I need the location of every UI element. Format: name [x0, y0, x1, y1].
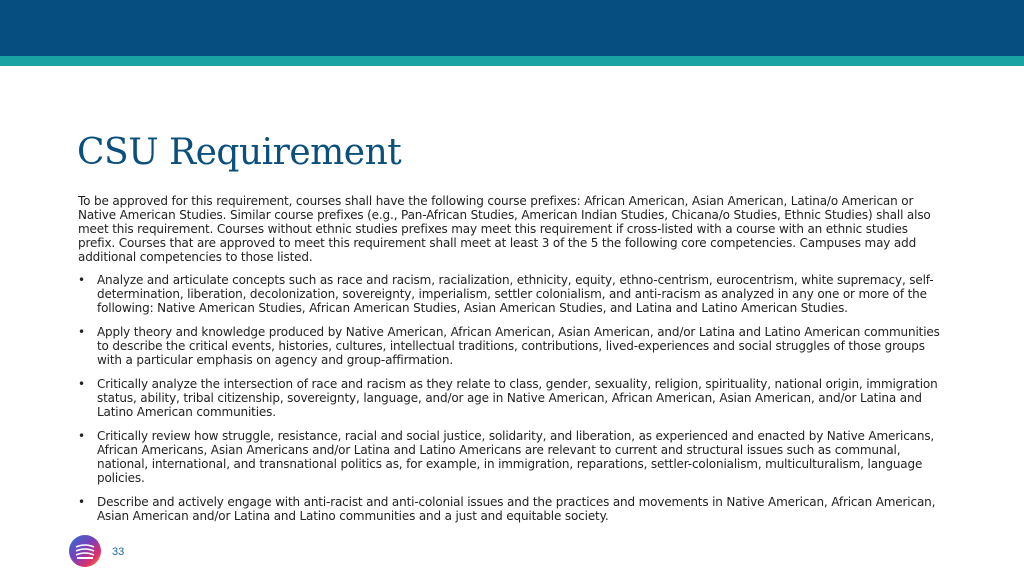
list-item	[78, 429, 948, 485]
list-item-text: Critically analyze the intersection of race and racism as they relate to class, gender, sexuality, religion, spirituality, national origin, immigration status, ability, tribal citizenship, sovereignty, language, and/or age in Native American, African American, Asian American, and/or Latina and Latino American communities.	[97, 377, 938, 419]
slide-title: CSU Requirement	[77, 132, 402, 173]
header-band	[0, 0, 1024, 56]
circular-logo-icon	[68, 534, 102, 568]
bullet-icon: •	[78, 495, 85, 509]
list-item	[78, 325, 948, 367]
list-item-text: Critically review how struggle, resistance, racial and social justice, solidarity, and liberation, as experienced and enacted by Native Americans, African Americans, Asian Americans and/or Latina and Latino Americans are relevant to current and structural issues such as communal, national, international, and transnational politics as, for example, in immigration, reparations, settler-colonialism, multiculturalism, language policies.	[97, 429, 935, 485]
list-item-text: Analyze and articulate concepts such as race and racism, racialization, ethnicity, equity, ethno-centrism, eurocentrism, white supremacy, self-determination, liberation, decolonization, sovereignty, imperialism, settler colonialism, and anti-racism as analyzed in any one or more of the following: Native American Studies, African American Studies, Asian American Studies, and Latina and Latino American Studies.	[97, 273, 934, 315]
bullet-icon: •	[78, 325, 85, 339]
competency-list	[78, 273, 948, 523]
bullet-icon: •	[78, 377, 85, 391]
list-item-text: Describe and actively engage with anti-racist and anti-colonial issues and the practices and movements in Native American, African American, Asian American and/or Latina and Latino communities and a just and equitable society.	[97, 495, 936, 523]
slide-body	[78, 194, 948, 533]
list-item	[78, 273, 948, 315]
list-item-text: Apply theory and knowledge produced by Native American, African American, Asian American, and/or Latina and Latino American communities to describe the critical events, histories, cultures, intellectual traditions, contributions, lived-experiences and social struggles of those groups with a particular emphasis on agency and group-affirmation.	[97, 325, 940, 367]
bullet-icon: •	[78, 273, 85, 287]
bullet-icon: •	[78, 429, 85, 443]
list-item	[78, 377, 948, 419]
intro-paragraph: To be approved for this requirement, courses shall have the following course prefixes: African American, Asian American, Latina/o American or Native American Studies. Similar course prefixes (e.g., Pan-African Studies, American Indian Studies, Chicana/o Studies, Ethnic Studies) shall also meet this requirement. Courses without ethnic studies prefixes may meet this requirement if cross-listed with a course with an ethnic studies prefix. Courses that are approved to meet this requirement shall meet at least 3 of the 5 the following core competencies. Campuses may add additional competencies to those listed.	[78, 194, 931, 264]
list-item	[78, 495, 948, 523]
accent-stripe	[0, 56, 1024, 66]
page-number: 33	[112, 546, 125, 558]
